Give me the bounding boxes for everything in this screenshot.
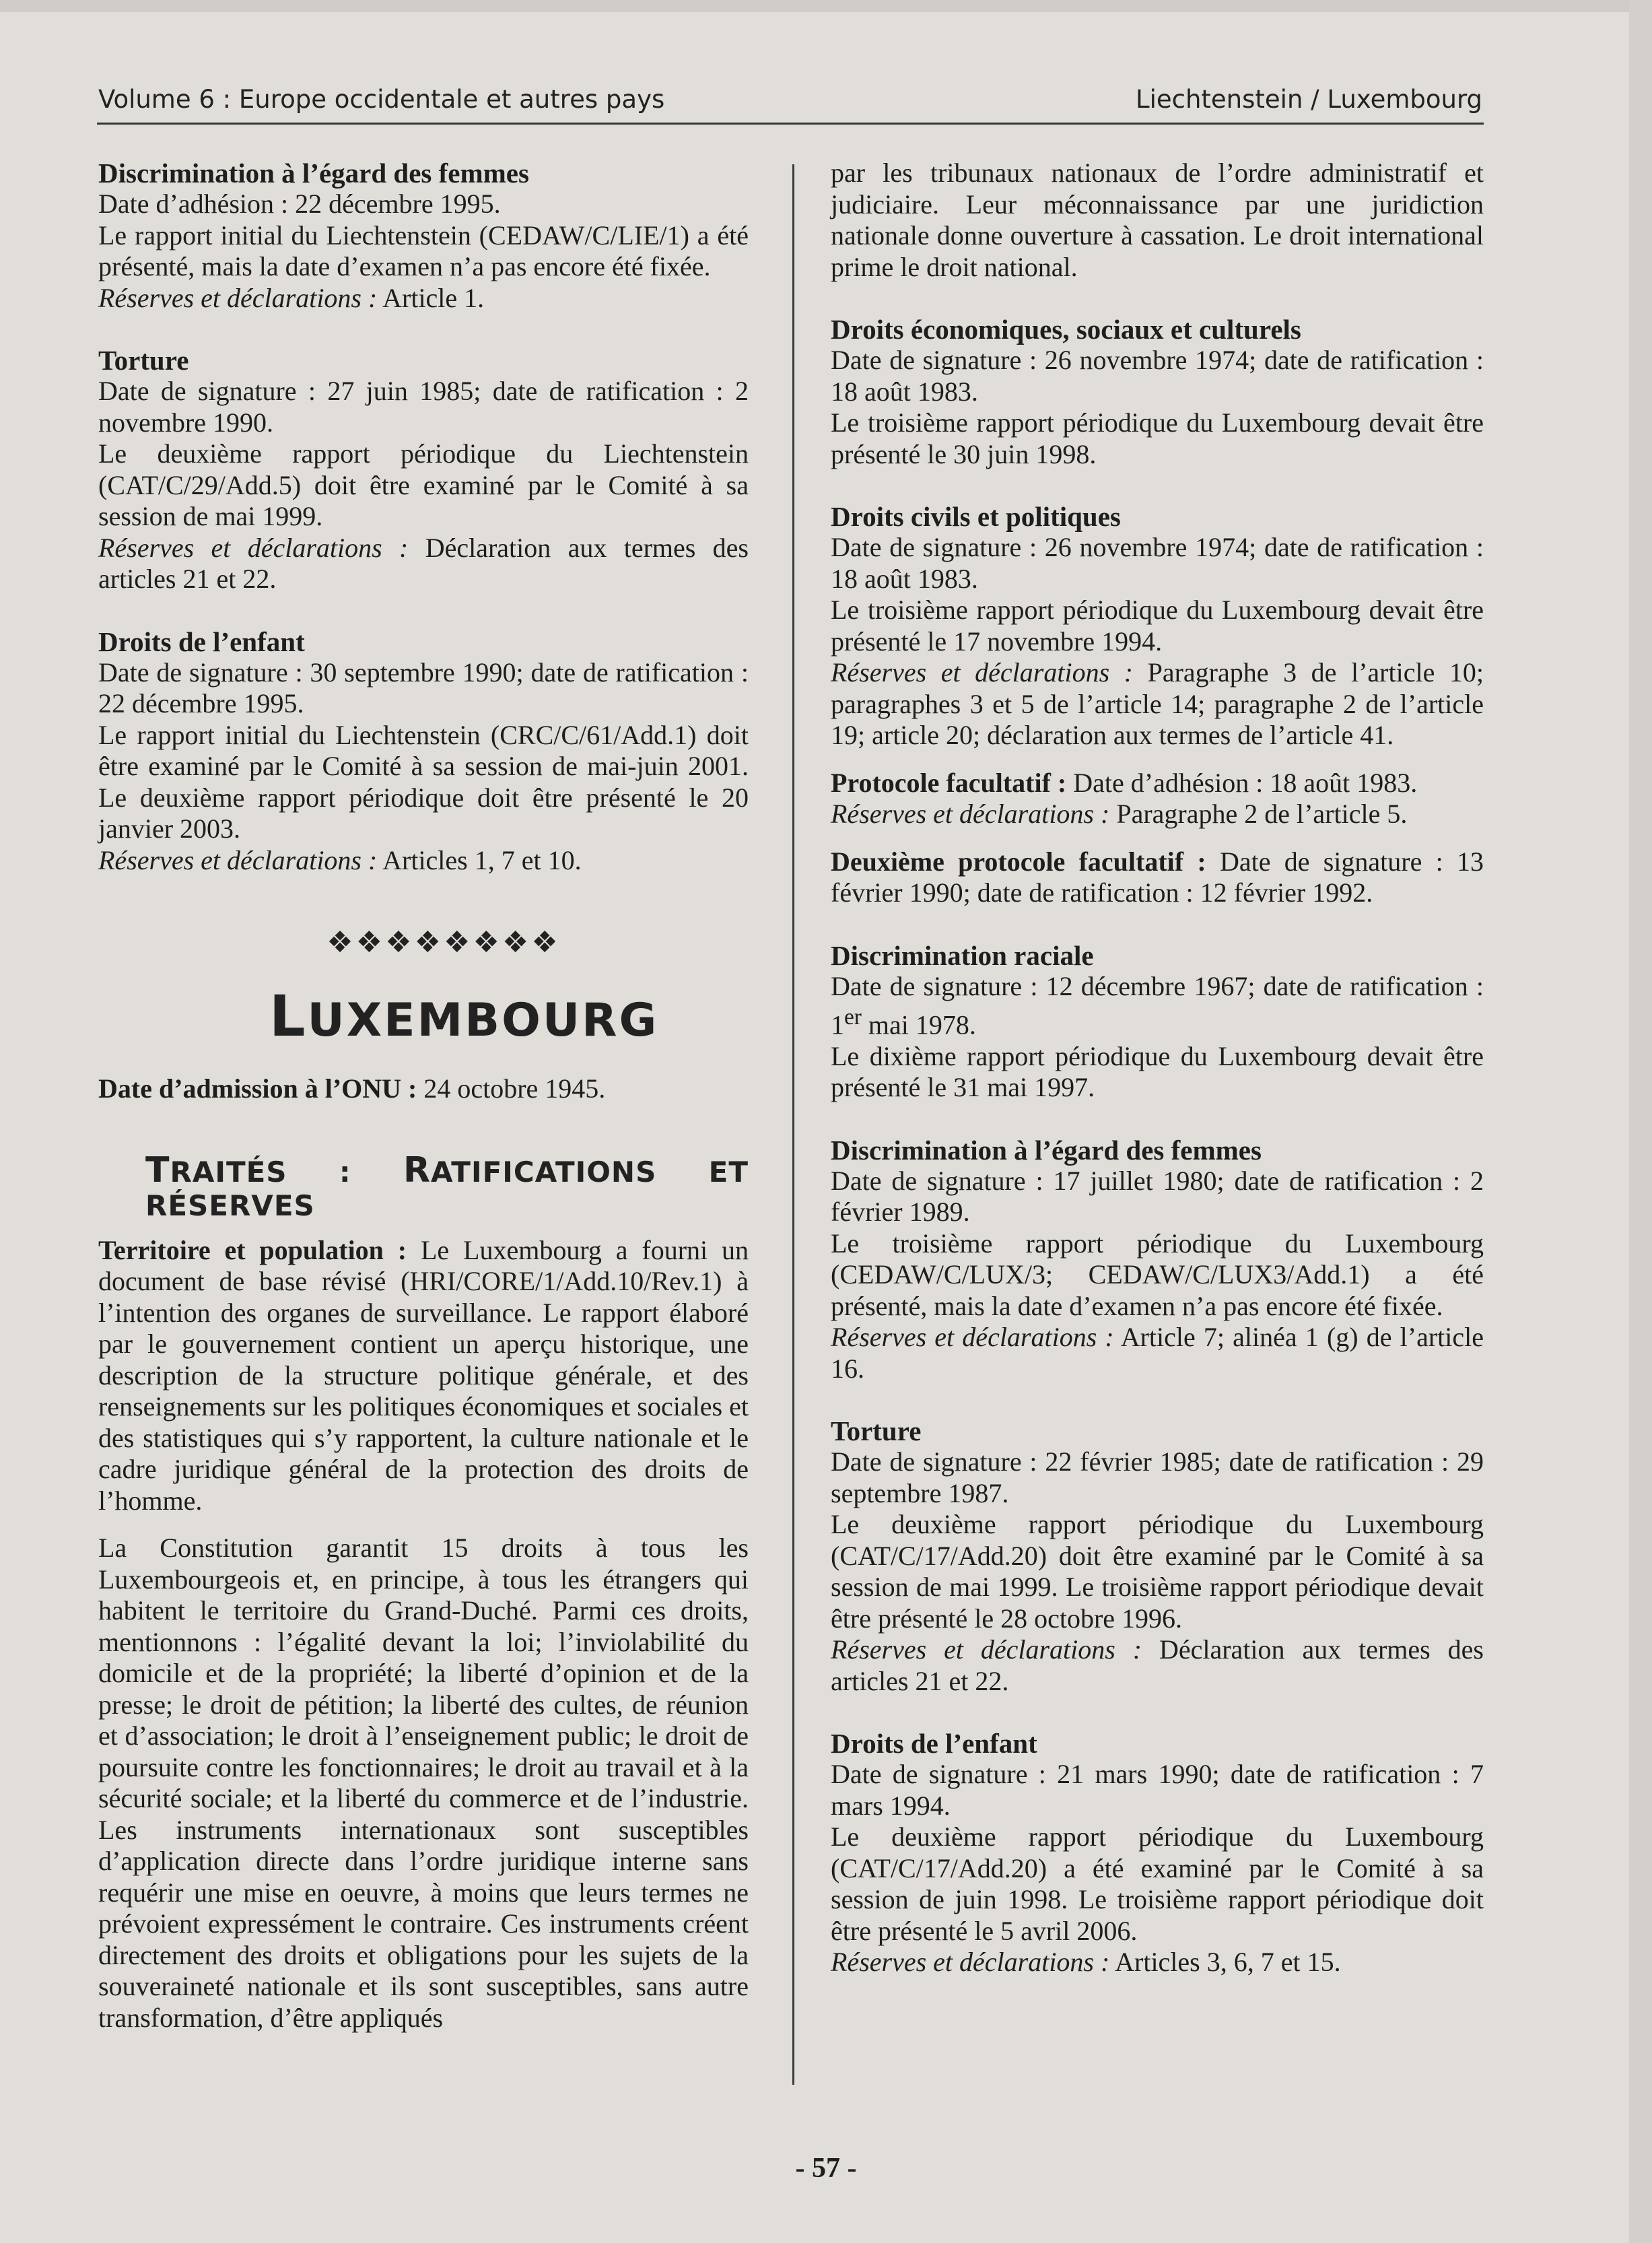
- date-line: Date de signature : 26 novembre 1974; date de ratification : 18 août 1983.: [831, 345, 1484, 407]
- report-line: Le deuxième rapport périodique du Luxembourg (CAT/C/17/Add.20) doit être examiné par le Comité à sa session de mai 1999. Le troisième rapport périodique devait être présenté le 28 octobre 1996.: [831, 1509, 1484, 1634]
- racial-discrimination-section: [831, 940, 1484, 1104]
- liechtenstein-torture-section: [98, 345, 749, 595]
- reservations-text: Article 7; alinéa 1 (g) de l’article 16.: [831, 1322, 1484, 1384]
- date-line: Date de signature : 17 juillet 1980; date de ratification : 2 février 1989.: [831, 1165, 1484, 1228]
- second-optional-protocol-line: [831, 846, 1484, 909]
- luxembourg-women-section: [831, 1135, 1484, 1385]
- constitution-paragraph: La Constitution garantit 15 droits à tous les Luxembourgeois et, en principe, à tous les étrangers qui habitent le territoire du Grand-Duché. Parmi ces droits, mentionnons : l’égalité devant la loi; l’inviolabilité du domicile et de la propriété; la liberté d’opinion et de la presse; le droit de pétition; la liberté des cultes, de réunion et d’association; le droit à l’enseignement public; le droit de poursuite contre les fonctionnaires; le droit au travail et à la sécurité sociale; et la liberté du commerce et de l’industrie. Les instruments internationaux sont susceptibles d’application directe dans l’ordre juridique interne sans requérir une mise en oeuvre, à moins que leurs termes ne prévoient expressément le contraire. Ces instruments créent directement des droits et obligations pour les sujets de la souveraineté nationale et ils sont susceptibles, sans autre transformation, d’être appliqués: [98, 1533, 749, 2033]
- treaties-section-title: [145, 1149, 749, 1223]
- reservations-text: Déclaration aux termes des articles 21 et 22.: [98, 532, 749, 594]
- reservations-line: [98, 845, 749, 877]
- optional-protocol-label: Protocole facultatif :: [831, 767, 1067, 798]
- reservations-text: Paragraphe 2 de l’article 5.: [1109, 799, 1408, 829]
- report-line: Le troisième rapport périodique du Luxembourg (CEDAW/C/LUX/3; CEDAW/C/LUX3/Add.1) a été présenté, mais la date d’examen n’a pas encore été fixée.: [831, 1228, 1484, 1321]
- territory-label: Territoire et population :: [98, 1234, 407, 1265]
- section-heading: Discrimination à l’égard des femmes: [98, 158, 529, 189]
- reservations-line: [831, 1634, 1484, 1697]
- reservations-line: [831, 1322, 1484, 1384]
- section-heading: Droits de l’enfant: [831, 1728, 1037, 1760]
- territory-text: Le Luxembourg a fourni un document de base révisé (HRI/CORE/1/Add.10/Rev.1) à l’intention des organes de surveillance. Le rapport élaboré par le gouvernement contient un aperçu historique, une description de la structure politique générale, et des renseignements sur les politiques économiques et sociales et des statistiques qui s’y rapportent, la culture nationale et le cadre juridique général de la protection des droits de l’homme.: [98, 1234, 749, 1516]
- header-countries: Liechtenstein / Luxembourg: [1135, 85, 1482, 114]
- right-column: [831, 158, 1484, 1978]
- report-line: Le troisième rapport périodique du Luxembourg devait être présenté le 17 novembre 1994.: [831, 595, 1484, 657]
- reservations-label: Réserves et déclarations :: [831, 1947, 1110, 1978]
- luxembourg-child-section: [831, 1728, 1484, 1978]
- date-line-text-end: mai 1978.: [861, 1009, 976, 1040]
- report-line: Le dixième rapport périodique du Luxembourg devait être présenté le 31 mai 1997.: [831, 1040, 1484, 1103]
- scan-right-edge: [1629, 0, 1652, 2243]
- date-line-text: Date de signature : 12 décembre 1967; date de ratification : 1: [831, 970, 1484, 1040]
- reservations-label: Réserves et déclarations :: [831, 799, 1110, 829]
- un-admission-line: [98, 1073, 749, 1105]
- reservations-text: Articles 1, 7 et 10.: [377, 844, 582, 875]
- esc-rights-section: [831, 314, 1484, 470]
- reservations-label: Réserves et déclarations :: [831, 1322, 1114, 1353]
- admission-value: 24 octobre 1945.: [417, 1073, 606, 1104]
- reservations-text: Paragraphe 3 de l’article 10; paragraphes 3 et 5 de l’article 14; paragraphe 2 de l’article 19; article 20; déclaration aux termes de l’article 41.: [831, 657, 1484, 750]
- territory-paragraph: [98, 1235, 749, 1517]
- reservations-line: [98, 533, 749, 595]
- section-heading: Droits civils et politiques: [831, 501, 1121, 532]
- left-column: [98, 158, 749, 2034]
- date-line: Date de signature : 21 mars 1990; date de ratification : 7 mars 1994.: [831, 1759, 1484, 1821]
- running-header: [97, 81, 1484, 125]
- second-optional-protocol-text: Date de signature : 13 février 1990; date de ratification : 12 février 1992.: [831, 846, 1484, 908]
- ornament-divider: ❖❖❖❖❖❖❖❖: [326, 925, 561, 960]
- date-line: Date d’adhésion : 22 décembre 1995.: [98, 189, 501, 219]
- optional-protocol-text: Date d’adhésion : 18 août 1983.: [1066, 767, 1418, 798]
- country-title-rest: UXEMBOURG: [307, 994, 659, 1047]
- admission-label: Date d’admission à l’ONU :: [98, 1073, 417, 1104]
- liechtenstein-women-section: [98, 158, 749, 314]
- reservations-label: Réserves et déclarations :: [98, 844, 378, 875]
- column-divider: [792, 164, 794, 2085]
- date-line: [831, 971, 1484, 1041]
- reservations-line: [831, 657, 1484, 751]
- optional-protocol-line: [831, 768, 1484, 799]
- civil-rights-section: [831, 501, 1484, 751]
- reservations-line: [831, 799, 1484, 830]
- liechtenstein-child-section: [98, 626, 749, 877]
- section-heading: Torture: [831, 1415, 922, 1447]
- reservations-line: [98, 283, 749, 314]
- section-heading: Torture: [98, 345, 189, 376]
- reservations-text: Déclaration aux termes des articles 21 et 22.: [831, 1634, 1484, 1696]
- section-heading: Droits de l’enfant: [98, 626, 305, 657]
- reservations-label: Réserves et déclarations :: [98, 532, 409, 563]
- section-heading: Discrimination à l’égard des femmes: [831, 1134, 1262, 1166]
- optional-protocol-section: [831, 768, 1484, 830]
- ordinal-superscript: er: [844, 1005, 862, 1030]
- date-line: Date de signature : 22 février 1985; date de ratification : 29 septembre 1987.: [831, 1446, 1484, 1508]
- report-line: Le rapport initial du Liechtenstein (CEDAW/C/LIE/1) a été présenté, mais la date d’examen n’a pas encore été fixée.: [98, 220, 749, 281]
- reservations-label: Réserves et déclarations :: [831, 1634, 1142, 1665]
- reservations-line: [831, 1947, 1484, 1978]
- page-number: - 57 -: [795, 2153, 857, 2184]
- report-line: Le troisième rapport périodique du Luxembourg devait être présenté le 30 juin 1998.: [831, 407, 1484, 469]
- title-initial-1: T: [145, 1149, 170, 1191]
- reservations-text: Articles 3, 6, 7 et 15.: [1109, 1947, 1341, 1978]
- title-part-2: ATIFICATIONS ET RÉSERVES: [145, 1155, 749, 1222]
- title-part-1: RAITÉS :: [170, 1155, 403, 1189]
- report-line: Le deuxième rapport périodique du Luxembourg (CAT/C/17/Add.20) a été examiné par le Comité à sa session de juin 1998. Le troisième rapport périodique doit être présenté le 5 avril 2006.: [831, 1821, 1484, 1946]
- reservations-label: Réserves et déclarations :: [98, 282, 378, 313]
- second-optional-protocol-section: [831, 846, 1484, 909]
- date-line: Date de signature : 27 juin 1985; date de ratification : 2 novembre 1990.: [98, 376, 749, 438]
- report-line: Le deuxième rapport périodique du Liechtenstein (CAT/C/29/Add.5) doit être examiné par le Comité à sa session de mai 1999.: [98, 438, 749, 531]
- second-optional-protocol-label: Deuxième protocole facultatif :: [831, 846, 1206, 877]
- section-heading: Droits économiques, sociaux et culturels: [831, 314, 1301, 345]
- header-volume: Volume 6 : Europe occidentale et autres pays: [98, 85, 665, 114]
- reservations-text: Article 1.: [377, 282, 485, 313]
- country-title-initial: L: [269, 983, 308, 1049]
- date-line: Date de signature : 26 novembre 1974; date de ratification : 18 août 1983.: [831, 532, 1484, 594]
- scan-top-edge: [0, 0, 1652, 12]
- continuation-paragraph: par les tribunaux nationaux de l’ordre administratif et judiciaire. Leur méconnaissance par une juridiction nationale donne ouverture à cassation. Le droit international prime le droit national.: [831, 158, 1484, 282]
- country-title: [269, 983, 749, 1049]
- section-heading: Discrimination raciale: [831, 939, 1094, 971]
- date-line: Date de signature : 30 septembre 1990; date de ratification : 22 décembre 1995.: [98, 657, 749, 718]
- title-initial-2: R: [403, 1149, 432, 1191]
- report-line: Le rapport initial du Liechtenstein (CRC/C/61/Add.1) doit être examiné par le Comité à sa session de mai-juin 2001. Le deuxième rapport périodique doit être présenté le 20 janvier 2003.: [98, 719, 749, 844]
- luxembourg-torture-section: [831, 1415, 1484, 1697]
- reservations-label: Réserves et déclarations :: [831, 657, 1134, 688]
